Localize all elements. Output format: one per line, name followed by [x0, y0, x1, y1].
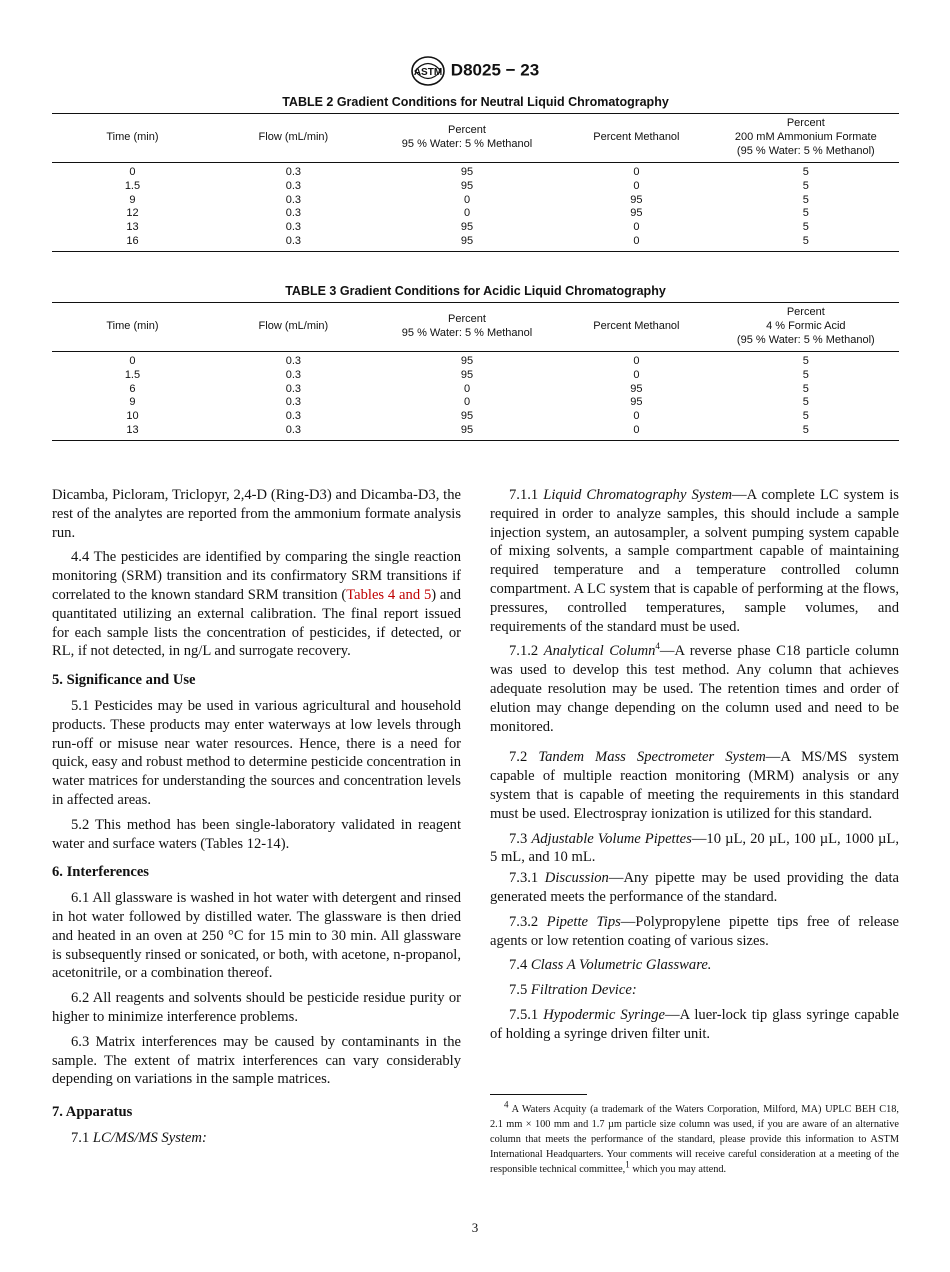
column-header: Percent 200 mM Ammonium Formate (95 % Water: 5 % Methanol) [713, 114, 899, 163]
column-header: Time (min) [52, 303, 213, 352]
table-cell: 0 [463, 396, 471, 409]
column-header: Percent Methanol [560, 303, 712, 352]
table-cell: 0 [633, 368, 640, 381]
table-cell: 0.3 [285, 207, 302, 220]
table-cell: 0.3 [285, 179, 302, 192]
column-header: Percent 95 % Water: 5 % Methanol [374, 303, 560, 352]
table-cell: 0 [633, 355, 640, 367]
left-column [52, 486, 461, 1154]
table-cell: 5 [802, 221, 809, 234]
table-cell: 95 [630, 193, 643, 206]
paragraph-5-1: 5.1 Pesticides may be used in various agricultural and household products. These products may enter waterways at low levels through run-off or misuse near water resources. Hence, there is a need for quick, easy and robust method to determine pesticide concentration in water matrices for understanding the sources and concentration levels in affected areas. [52, 697, 461, 808]
column-header: Percent 95 % Water: 5 % Methanol [374, 114, 560, 163]
paragraph-4-4: 4.4 The pesticides are identified by comparing the single reaction monitoring (SRM) transition and its confirmatory SRM transitions if correlated to the known standard SRM transition (Tables 4 and 5) and quantitated utilizing an external calibration. The final report issued for each sample lists the concentration of pesticides, if detected, or RL, if not detected, in ng/L and surrogate recovery. [52, 549, 462, 660]
table-cell: 5 [802, 193, 809, 206]
paragraph-7-3: 7.3 Adjustable Volume Pipettes—10 µL, 20 µL, 100 µL, 1000 µL, 5 mL, and 10 mL. [490, 830, 899, 866]
table-cell: 95 [460, 410, 474, 423]
table3-caption: TABLE 3 Gradient Conditions for Acidic Liquid Chromatography [285, 284, 666, 298]
table-cell: 5 [802, 179, 809, 192]
section-5-heading: 5. Significance and Use [52, 672, 196, 689]
table-cell: 0 [129, 166, 136, 178]
table-row [52, 163, 899, 180]
table2-caption: TABLE 2 Gradient Conditions for Neutral Liquid Chromatography [282, 95, 669, 109]
table-cell: 0 [633, 221, 640, 234]
section-6-heading: 6. Interferences [52, 864, 149, 881]
paragraph-7-3-1: 7.3.1 Discussion—Any pipette may be used providing the data generated meets the performance of the standard. [490, 870, 900, 905]
paragraph-6-1: 6.1 All glassware is washed in hot water with detergent and rinsed in hot water followed by distilled water. The glassware is then dried and heated in an oven at 250 °C for 15 min to 30 min. All glassware is subsequently rinsed or sonicated, or both, with acetone, n-propanol, acetonitrile, or a combination thereof. [52, 890, 461, 982]
table-row [52, 410, 899, 424]
designation: D8025 − 23 [450, 60, 540, 80]
paragraph-7-5: 7.5 Filtration Device: [509, 982, 637, 999]
column-header: Flow (mL/min) [213, 114, 374, 163]
table-cell: 0.3 [285, 166, 302, 178]
table-cell: 95 [460, 368, 474, 381]
table-cell: 0.3 [285, 193, 302, 206]
paragraph-7-1: 7.1 LC/MS/MS System: [71, 1129, 207, 1146]
table-row [52, 207, 899, 221]
footnote-4: $^4$ A Waters Acquity (a trademark of the Waters Corporation, Milford, MA) UPLC BEH C18, 2.1 mm × 100 mm and 1.7 µm particle size column was used, if you are aware of an alternative column that meets the performance of the standard, please provide this information to ASTM International Headquarters. Your comments will receive careful consideration at a meeting of the responsible technical committee,$^1$ which you may attend. [490, 1099, 899, 1175]
table-row [52, 194, 899, 208]
table2 [52, 113, 899, 252]
table-cell: 0.3 [213, 424, 374, 440]
table-cell: 0 [633, 166, 640, 178]
table-cell: 13 [126, 221, 139, 234]
table-cell: 5 [713, 424, 899, 440]
table-cell: 9 [129, 396, 136, 409]
page-number: 3 [471, 1220, 479, 1235]
table-cell: 5 [802, 166, 809, 178]
table-cell: 95 [630, 207, 643, 220]
astm-logo-icon [411, 56, 445, 86]
table-cell: 13 [52, 424, 213, 440]
table-row [52, 396, 899, 410]
table-cell: 5 [802, 355, 809, 367]
table-cell: 6 [129, 382, 136, 395]
table-cell: 0 [560, 235, 712, 251]
table-cell: 0 [463, 382, 471, 395]
table-row [52, 369, 899, 383]
table-cell: 16 [52, 235, 213, 251]
table-row [52, 424, 899, 440]
table-cell: 0.3 [285, 368, 302, 381]
table-cell: 0.3 [285, 396, 302, 409]
table-cell: 95 [630, 382, 643, 395]
table-cell: 95 [460, 166, 474, 178]
table-cell: 0 [463, 193, 471, 206]
paragraph-7-2: 7.2 Tandem Mass Spectrometer System—A MS/MS system capable of multiple reaction monitoring (MRM) analysis or any system that is capable of meeting the requirements in this standard must be used. Electrospray ionization is utilized for this standard. [490, 749, 900, 822]
table-cell: 10 [126, 410, 139, 423]
table-cell: 0 [633, 410, 640, 423]
table-row [52, 383, 899, 397]
column-header: Percent 4 % Formic Acid (95 % Water: 5 % Methanol) [713, 303, 899, 352]
column-header: Flow (mL/min) [213, 303, 374, 352]
paragraph-7-1-1: 7.1.1 Liquid Chromatography System—A complete LC system is required in order to analyze samples, this should include a sample injection system, an autosampler, a solvent pumping system capable of mixing solvents, a sample compartment capable of maintaining required temperature and a temperature controlled column compartment. A LC system that is capable of performing at the flows, pressures, controlled temperatures, sample volumes, and requirements of the standard must be used. [490, 487, 899, 635]
table-cell: 12 [126, 207, 139, 220]
table-cell: 5 [802, 410, 809, 423]
table-cell: 0.3 [285, 382, 302, 395]
column-header: Time (min) [52, 114, 213, 163]
document-header [0, 56, 950, 86]
table-cell: 1.5 [124, 179, 141, 192]
table-cell: 95 [460, 355, 474, 367]
table-cell: 95 [460, 221, 474, 234]
table-cell: 0 [129, 355, 136, 367]
table-cell: 9 [129, 193, 136, 206]
table-cell: 0.3 [285, 221, 302, 234]
column-header: Percent Methanol [560, 114, 712, 163]
table-cell: 5 [802, 396, 809, 409]
table-row [52, 235, 899, 251]
tables-4-5-link[interactable]: Tables 4 and 5 [346, 586, 432, 603]
paragraph-7-3-2: 7.3.2 Pipette Tips—Polypropylene pipette tips free of release agents or low retention coating of various sizes. [490, 913, 899, 949]
table-cell: 0 [560, 424, 712, 440]
table-cell: 95 [374, 424, 560, 440]
table-cell: 5 [802, 382, 809, 395]
paragraph-5-2: 5.2 This method has been single-laboratory validated in reagent water and surface waters (Tables 12-14). [52, 816, 461, 852]
table-cell: 0.3 [285, 355, 302, 367]
table-cell: 95 [630, 396, 643, 409]
table-cell: 0.3 [285, 410, 302, 423]
section-7-heading: 7. Apparatus [52, 1104, 133, 1121]
paragraph-continued: Dicamba, Picloram, Triclopyr, 2,4-D (Ring-D3) and Dicamba-D3, the rest of the analytes are reported from the ammonium formate analysis run. [52, 487, 461, 541]
table-row [52, 352, 899, 369]
paragraph-7-1-2: 7.1.2 Analytical Column$^4$—A reverse phase C18 particle column was used to develop this test method. Any column that achieves adequate resolution may be used. The retention times and order of elution may change depending on the column used and need to be monitored. [490, 641, 899, 735]
table-cell: 0 [633, 179, 640, 192]
table-cell: 95 [460, 179, 474, 192]
svg-text:ASTM: ASTM [413, 67, 442, 78]
table-row [52, 221, 899, 235]
table-cell: 95 [374, 235, 560, 251]
footnote-rule [490, 1094, 587, 1095]
paragraph-6-3: 6.3 Matrix interferences may be caused by contaminants in the sample. The extent of matrix interferences can vary considerably depending on variations in the sample matrices. [52, 1033, 461, 1088]
table-cell: 0 [463, 207, 471, 220]
table-cell: 0.3 [213, 235, 374, 251]
table-cell: 5 [802, 368, 809, 381]
table-cell: 5 [713, 235, 899, 251]
right-column [490, 486, 899, 1050]
paragraph-7-5-1: 7.5.1 Hypodermic Syringe—A luer-lock tip glass syringe capable of holding a syringe driven filter unit. [490, 1006, 899, 1042]
table-cell: 1.5 [124, 368, 141, 381]
table-cell: 5 [802, 207, 809, 220]
paragraph-6-2: 6.2 All reagents and solvents should be pesticide residue purity or higher to minimize interference problems. [52, 990, 461, 1025]
paragraph-7-4: 7.4 Class A Volumetric Glassware. [509, 957, 712, 974]
table3 [52, 302, 899, 441]
table-row [52, 180, 899, 194]
